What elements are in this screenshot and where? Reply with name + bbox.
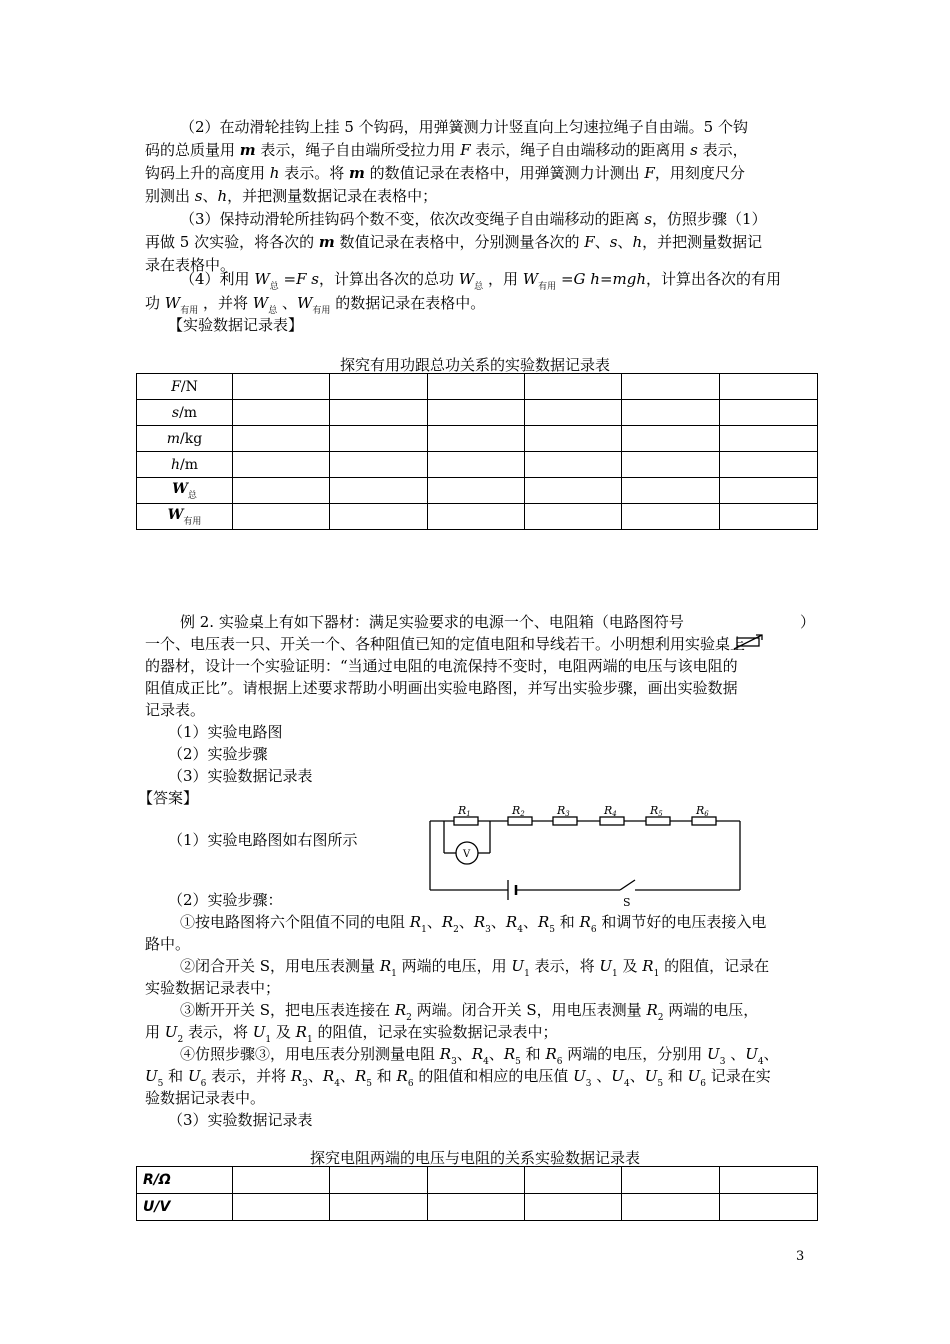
answer-line: （1）实验电路图如右图所示 — [168, 831, 358, 849]
text-line: 别测出 s、h，并把测量数据记录在表格中； — [145, 187, 438, 205]
table1-caption: 探究有用功跟总功关系的实验数据记录表 — [339, 356, 610, 374]
text-line: 功 $W_{有用}$ ，并将 $W_总$ 、$W_{有用}$ 的数据记录在表格中。 — [145, 294, 486, 316]
table2-caption: 探究电阻两端的电压与电阻的关系实验数据记录表 — [309, 1149, 640, 1167]
table1 — [136, 373, 818, 530]
switch-label: S — [623, 896, 631, 909]
circuit-diagram — [420, 800, 750, 912]
page-number: 3 — [796, 1249, 805, 1264]
item-line: （2）实验步骤 — [168, 745, 268, 763]
answer-line: （3）实验数据记录表 — [168, 1111, 313, 1129]
resistor-label: R5 — [650, 804, 663, 818]
question-line: 的器材，设计一个实验证明：“当通过电阻的电流保持不变时，电阻两端的电压与该电阻的 — [145, 657, 738, 675]
step-line: ④仿照步骤③，用电压表分别测量电阻 $R_3$、$R_4$、$R_5$ 和 $R_6$ 两端的电压，分别用 $U_3$ 、$U_4$、 — [180, 1045, 779, 1067]
step-line: ①按电路图将六个阻值不同的电阻 $R_1$、$R_2$、$R_3$、$R_4$、$R_5$ 和 $R_6$ 和调节好的电压表接入电 — [180, 913, 767, 935]
switch-icon — [620, 880, 635, 890]
text-line: 码的总质量用 m 表示，绳子自由端所受拉力用 F 表示，绳子自由端移动的距离用 s 表示， — [145, 141, 748, 159]
table1-row-header: $W_{有用}$ — [137, 504, 233, 530]
step-line: ③断开开关 S，把电压表连接在 $R_2$ 两端。闭合开关 S，用电压表测量 $R_2$ 两端的电压， — [180, 1001, 759, 1023]
resistor-icon — [508, 817, 532, 825]
text-line: （2）在动滑轮挂钩上挂 5 个钩码，用弹簧测力计竖直向上匀速拉绳子自由端。5 个钩 — [180, 118, 748, 136]
step-line: 实验数据记录表中； — [145, 979, 281, 997]
resistor-icon — [553, 817, 577, 825]
record-heading: 【实验数据记录表】 — [168, 316, 304, 334]
resistor-label: R6 — [696, 804, 709, 818]
step-line: 用 $U_2$ 表示，将 $U_1$ 及 $R_1$ 的阻值，记录在实验数据记录表中； — [145, 1023, 558, 1045]
resistor-icon — [454, 817, 478, 825]
table1-row-header: m/kg — [137, 426, 233, 452]
text-line: （4）利用 $W_总 =F$ s，计算出各次的总功 $W_总$ ，用 $W_{有用} =G$ h=mgh，计算出各次的有用 — [180, 270, 782, 292]
table2-row-header: U/V — [137, 1194, 233, 1221]
text-line: （3）保持动滑轮所挂钩码个数不变，依次改变绳子自由端移动的距离 s，仿照步骤（1） — [180, 210, 767, 228]
voltmeter-label: V — [463, 849, 471, 860]
resistor-icon — [646, 817, 670, 825]
resistor-icon — [692, 817, 716, 825]
step-line: $U_5$ 和 $U_6$ 表示，并将 $R_3$、$R_4$、$R_5$ 和 $R_6$ 的阻值和相应的电压值 $U_3$ 、$U_4$、$U_5$ 和 $U_6$ 记录在实 — [145, 1067, 771, 1089]
table1-row-header: s/m — [137, 400, 233, 426]
question-line: 记录表。 — [145, 701, 206, 719]
table1-row-header: F/N — [137, 374, 233, 400]
text-line: 录在表格中。 — [145, 256, 236, 274]
resistor-label: R1 — [458, 804, 471, 818]
question-line: 阻值成正比”。请根据上述要求帮助小明画出实验电路图，并写出实验步骤，画出实验数据 — [145, 679, 738, 697]
step-line: 路中。 — [145, 935, 191, 953]
question-line-end: ） — [800, 613, 816, 631]
resistor-label: R2 — [512, 804, 525, 818]
table2 — [136, 1166, 818, 1221]
item-line: （3）实验数据记录表 — [168, 767, 313, 785]
text-line: 再做 5 次实验，将各次的 m 数值记录在表格中，分别测量各次的 F、s、h，并把测量数据记 — [145, 233, 763, 251]
item-line: （1）实验电路图 — [168, 723, 283, 741]
resistor-label: R3 — [557, 804, 570, 818]
text-line: 钩码上升的高度用 h 表示。将 m 的数值记录在表格中，用弹簧测力计测出 F，用刻度尺分 — [145, 164, 745, 182]
step-line: 验数据记录表中。 — [145, 1089, 266, 1107]
resistor-icon — [600, 817, 624, 825]
resistor-label: R4 — [604, 804, 617, 818]
answer-line: （2）实验步骤： — [168, 891, 283, 909]
step-line: ②闭合开关 S，用电压表测量 $R_1$ 两端的电压，用 $U_1$ 表示，将 $U_1$ 及 $R_1$ 的阻值，记录在 — [180, 957, 770, 979]
answer-heading: 【答案】 — [138, 789, 199, 807]
table1-row-header: h/m — [137, 452, 233, 478]
table1-row-header: $W_总$ — [137, 478, 233, 504]
table2-row-header: R/Ω — [137, 1167, 233, 1194]
question-line: 例 2. 实验桌上有如下器材：满足实验要求的电源一个、电阻箱（电路图符号 — [180, 613, 684, 631]
question-line: 一个、电压表一只、开关一个、各种阻值已知的定值电阻和导线若干。小明想利用实验桌上 — [145, 635, 746, 653]
